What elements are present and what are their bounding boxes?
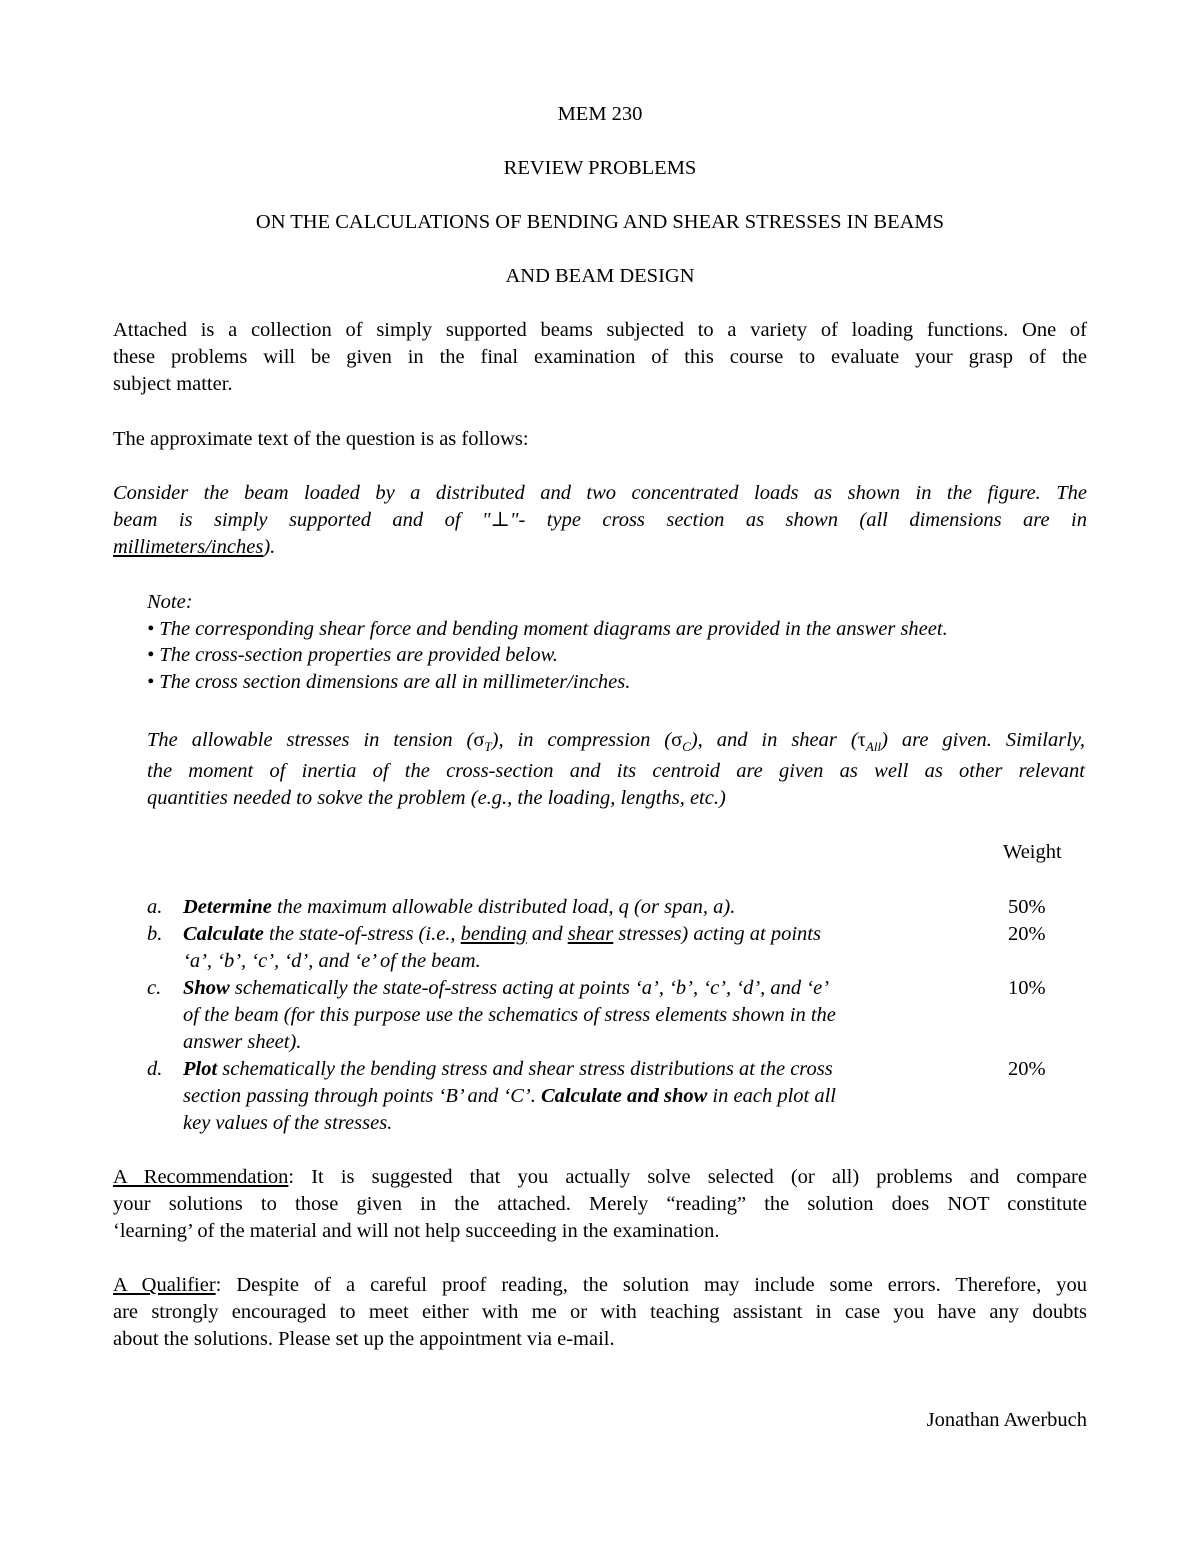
sigma-symbol: σ (473, 729, 485, 751)
task-c-label: c. (147, 977, 162, 999)
allowable-line-3: quantities needed to sokve the problem (e.g., the loading, lengths, etc.) (147, 787, 726, 809)
recommendation-line-3: ‘learning’ of the material and will not help succeeding in the examination. (113, 1220, 720, 1242)
intro-line-1: Attached is a collection of simply supported beams subjected to a variety of loading functions. One of (113, 319, 1087, 341)
qualifier-label: A Qualifier (113, 1274, 216, 1296)
question-line-3-end: ). (263, 536, 276, 558)
task-d-text (183, 1056, 833, 1083)
task-d-line-2-b: in each plot all (707, 1085, 836, 1107)
question-line-2: beam is simply supported and of "⊥"- type cross section as shown (all dimensions are in (113, 509, 1087, 531)
task-d-bold-2: Calculate and show (540, 1085, 708, 1107)
task-d-rest: schematically the bending stress and shear stress distributions at the cross (217, 1058, 833, 1080)
task-c-line-2: of the beam (for this purpose use the schematics of stress elements shown in the (183, 1004, 836, 1026)
topic-line-1: ON THE CALCULATIONS OF BENDING AND SHEAR STRESSES IN BEAMS (255, 211, 945, 233)
topic-line-2: AND BEAM DESIGN (505, 265, 695, 287)
task-b-weight: 20% (1008, 923, 1046, 945)
qualifier-line-3: about the solutions. Please set up the appointment via e-mail. (113, 1328, 615, 1350)
allowable-text-a: The allowable stresses in tension ( (147, 729, 474, 751)
task-d-label: d. (147, 1058, 163, 1080)
task-d-bold: Plot (183, 1058, 218, 1080)
note-bullet-2: • The cross-section properties are provided below. (147, 644, 558, 666)
task-b-rest-a: the state-of-stress (i.e., (263, 923, 461, 945)
course-title: MEM 230 (557, 103, 643, 125)
allowable-text-b: ), in compression ( (491, 729, 672, 751)
task-b-underline-shear: shear (567, 923, 614, 945)
task-d-weight: 20% (1008, 1058, 1046, 1080)
approx-text: The approximate text of the question is as follows: (113, 428, 529, 450)
weight-header: Weight (1003, 841, 1062, 863)
intro-line-3: subject matter. (113, 373, 233, 395)
allowable-text-c: ), and in shear ( (690, 729, 858, 751)
task-c-weight: 10% (1008, 977, 1046, 999)
task-c-rest: schematically the state-of-stress acting at points ‘a’, ‘b’, ‘c’, ‘d’, and ‘e’ (229, 977, 830, 999)
task-c-text (183, 975, 829, 1002)
qualifier-line-1 (113, 1272, 1087, 1299)
author-signature: Jonathan Awerbuch (926, 1409, 1087, 1431)
task-c-line-3: answer sheet). (183, 1031, 302, 1053)
sub-t: T (484, 739, 492, 755)
sigma-symbol-2: σ (671, 729, 683, 751)
task-a-label: a. (147, 896, 163, 918)
recommendation-line-2: your solutions to those given in the attached. Merely “reading” the solution does NOT constitute (113, 1193, 1087, 1215)
task-d-line-2 (183, 1083, 836, 1110)
task-c-bold: Show (183, 977, 230, 999)
task-d-line-2-a: section passing through points ‘B’ and ‘C’. (183, 1085, 541, 1107)
task-a-text (183, 894, 735, 921)
question-line-1: Consider the beam loaded by a distributed and two concentrated loads as shown in the figure. The (113, 482, 1087, 504)
note-bullet-1: • The corresponding shear force and bending moment diagrams are provided in the answer sheet. (147, 618, 948, 640)
recommendation-label: A Recommendation (113, 1166, 289, 1188)
allowable-text-d: ) are given. Similarly, (881, 729, 1085, 751)
intro-line-2: these problems will be given in the final examination of this course to evaluate your grasp of the (113, 346, 1087, 368)
task-a-bold: Determine (183, 896, 272, 918)
task-d-line-3: key values of the stresses. (183, 1112, 393, 1134)
task-b-text (183, 921, 821, 948)
note-bullet-3: • The cross section dimensions are all in millimeter/inches. (147, 671, 631, 693)
task-b-line-2: ‘a’, ‘b’, ‘c’, ‘d’, and ‘e’ of the beam. (183, 950, 481, 972)
task-b-bold: Calculate (183, 923, 264, 945)
qualifier-text-1: : Despite of a careful proof reading, the solution may include some errors. Therefore, you (215, 1274, 1088, 1296)
allowable-line-2: the moment of inertia of the cross-section and its centroid are given as well as other relevant (147, 760, 1085, 782)
allowable-line-1 (147, 727, 1085, 760)
note-heading: Note: (147, 591, 193, 613)
task-b-underline-bending: bending (460, 923, 527, 945)
question-line-3 (113, 534, 275, 561)
task-b-mid: and (526, 923, 568, 945)
review-subtitle: REVIEW PROBLEMS (503, 157, 697, 179)
qualifier-line-2: are strongly encouraged to meet either with me or with teaching assistant in case you have any doubts (113, 1301, 1087, 1323)
task-a-rest: the maximum allowable distributed load, q (or span, a). (271, 896, 736, 918)
recommendation-line-1 (113, 1164, 1087, 1191)
sub-all: All (865, 739, 882, 755)
sub-c: C (682, 739, 691, 755)
task-b-rest-b: stresses) acting at points (613, 923, 821, 945)
units-underlined: millimeters/inches (113, 536, 264, 558)
tau-symbol: τ (857, 729, 866, 751)
task-b-label: b. (147, 923, 163, 945)
recommendation-text-1: : It is suggested that you actually solve selected (or all) problems and compare (288, 1166, 1087, 1188)
task-a-weight: 50% (1008, 896, 1046, 918)
